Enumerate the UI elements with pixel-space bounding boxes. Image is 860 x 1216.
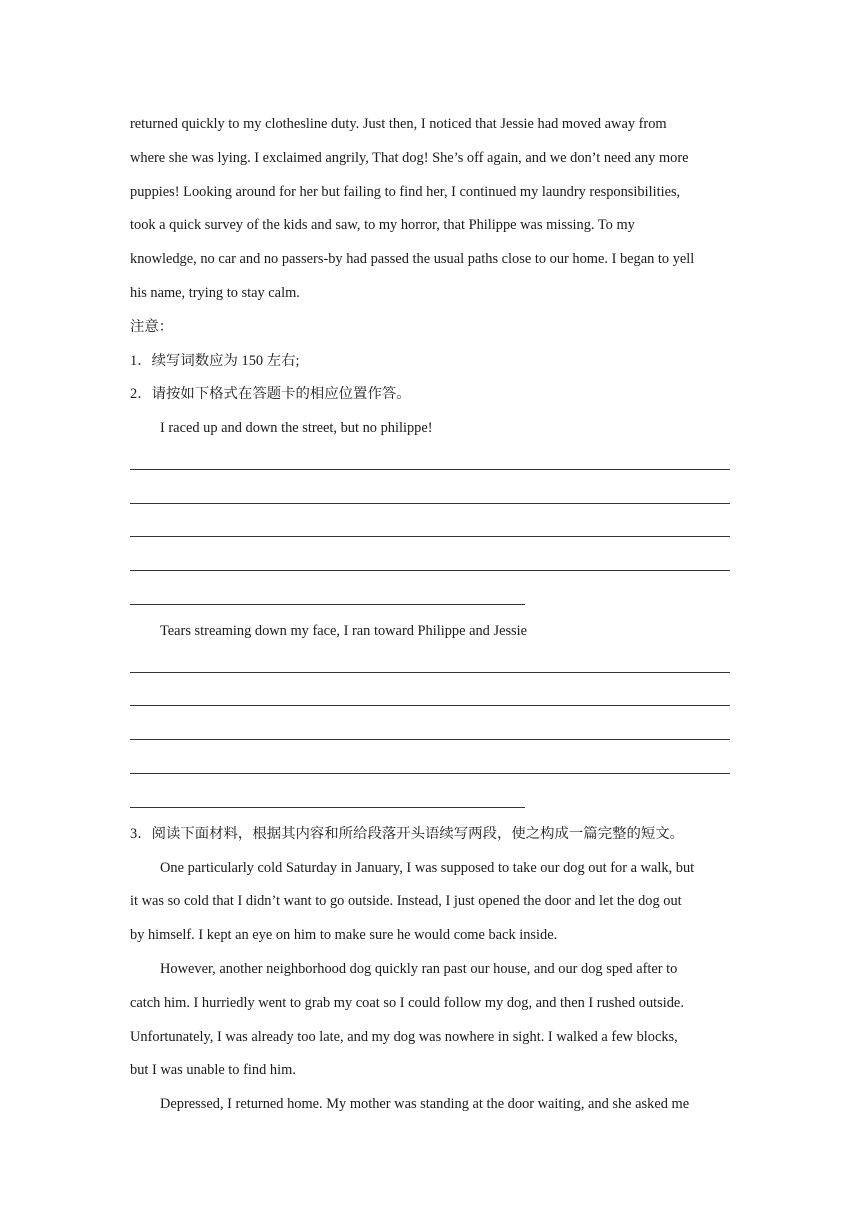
answer-line[interactable] bbox=[130, 480, 730, 514]
answer-line[interactable] bbox=[130, 683, 730, 717]
passage-line: Depressed, I returned home. My mother was standing at the door waiting, and she asked me bbox=[160, 1096, 690, 1113]
passage-line: catch him. I hurriedly went to grab my coat so I could follow my dog, and then I rushed outside. bbox=[130, 994, 684, 1011]
passage-paragraph bbox=[130, 852, 730, 953]
continuation-prompt-1: I raced up and down the street, but no philippe! bbox=[160, 420, 433, 437]
answer-line[interactable] bbox=[130, 649, 730, 683]
question-3-instruction: 3．阅读下面材料，根据其内容和所给段落开头语续写两段，使之构成一篇完整的短文。 bbox=[130, 825, 685, 842]
story-line: returned quickly to my clothesline duty. Just then, I noticed that Jessie had moved away from bbox=[130, 116, 667, 132]
continuation-prompt-2: Tears streaming down my face, I ran toward Philippe and Jessie bbox=[160, 622, 528, 639]
story-line: where she was lying. I exclaimed angrily, That dog! She’s off again, and we don’t need any more bbox=[130, 149, 689, 166]
passage-line: Unfortunately, I was already too late, and my dog was nowhere in sight. I walked a few blocks, bbox=[130, 1028, 678, 1045]
answer-line[interactable] bbox=[130, 716, 730, 750]
passage-line: but I was unable to find him. bbox=[130, 1062, 296, 1079]
passage-paragraph bbox=[130, 953, 730, 1088]
notes-heading: 注意： bbox=[130, 318, 174, 335]
passage-line: by himself. I kept an eye on him to make sure he would come back inside. bbox=[130, 927, 558, 944]
note-word-count: 1．续写词数应为 150 左右; bbox=[130, 352, 300, 369]
story-line: knowledge, no car and no passers-by had passed the usual paths close to our home. I began to yell bbox=[130, 251, 695, 268]
passage-line: it was so cold that I didn’t want to go outside. Instead, I just opened the door and let the dog out bbox=[130, 893, 682, 910]
passage-paragraph bbox=[130, 1088, 730, 1122]
answer-line-short[interactable] bbox=[130, 581, 730, 615]
story-line: puppies! Looking around for her but failing to find her, I continued my laundry responsibilities, bbox=[130, 183, 681, 200]
story-paragraph bbox=[130, 108, 730, 311]
story-line: took a quick survey of the kids and saw, to my horror, that Philippe was missing. To my bbox=[130, 217, 635, 234]
document-page bbox=[130, 108, 730, 1122]
story-line: his name, trying to stay calm. bbox=[130, 284, 300, 301]
answer-line[interactable] bbox=[130, 446, 730, 480]
note-answer-format: 2．请按如下格式在答题卡的相应位置作答。 bbox=[130, 386, 411, 403]
passage-line: However, another neighborhood dog quickly ran past our house, and our dog sped after to bbox=[160, 960, 678, 977]
answer-line[interactable] bbox=[130, 547, 730, 581]
answer-line[interactable] bbox=[130, 750, 730, 784]
answer-line[interactable] bbox=[130, 514, 730, 548]
passage-line: One particularly cold Saturday in January, I was supposed to take our dog out for a walk, but bbox=[160, 859, 695, 876]
answer-line-short[interactable] bbox=[130, 784, 730, 818]
